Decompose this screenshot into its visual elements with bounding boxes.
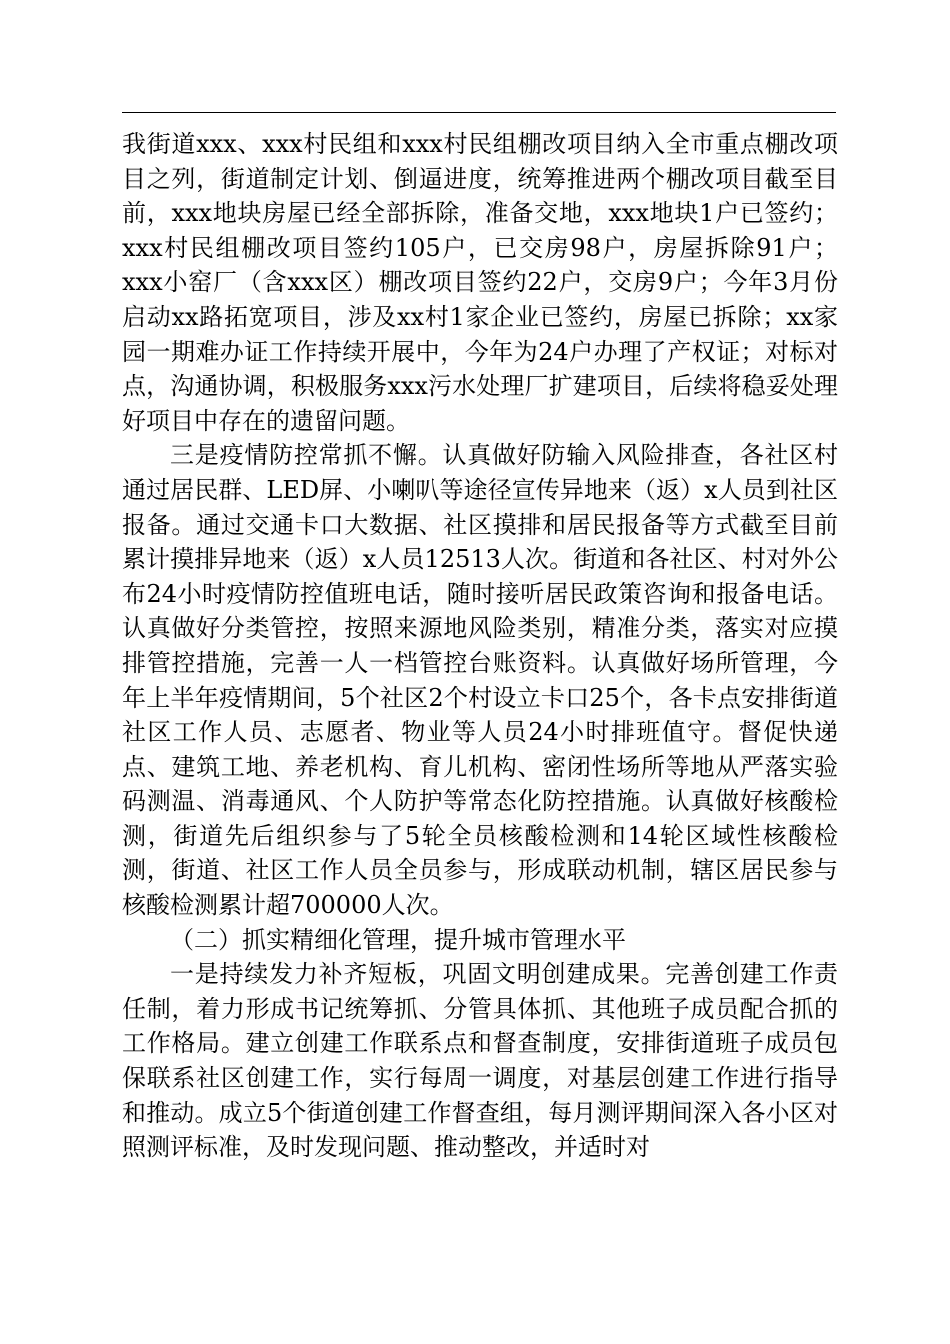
paragraph-civilization-creation: 一是持续发力补齐短板，巩固文明创建成果。完善创建工作责任制，着力形成书记统筹抓、分管具体抓、其他班子成员配合抓的工作格局。建立创建工作联系点和督查制度，安排街道班子成员包保联系社区创建工作，实行每周一调度，对基层创建工作进行指导和推动。成立5个街道创建工作督查组，每月测评期间深入各小区对照测评标准，及时发现问题、推动整改，并适时对 (122, 960, 838, 1162)
paragraph-epidemic-control: 三是疫情防控常抓不懈。认真做好防输入风险排查，各社区村通过居民群、LED屏、小喇叭等途径宣传异地来（返）x人员到社区报备。通过交通卡口大数据、社区摸排和居民报备等方式截至目前累计摸排异地来（返）x人员12513人次。街道和各社区、村对外公布24小时疫情防控值班电话，随时接听居民政策咨询和报备电话。认真做好分类管控，按照来源地风险类别，精准分类，落实对应摸排管控措施，完善一人一档管控台账资料。认真做好场所管理，今年上半年疫情期间，5个社区2个村设立卡口25个，各卡点安排街道社区工作人员、志愿者、物业等人员24小时排班值守。督促快递点、建筑工地、养老机构、育儿机构、密闭性场所等地从严落实验码测温、消毒通风、个人防护等常态化防控措施。认真做好核酸检测，街道先后组织参与了5轮全员核酸检测和14轮区域性核酸检测，街道、社区工作人员全员参与，形成联动机制，辖区居民参与核酸检测累计超700000人次。 (122, 441, 838, 920)
section-heading-city-management: （二）抓实精细化管理，提升城市管理水平 (170, 925, 626, 954)
paragraph-housing-projects: 我街道xxx、xxx村民组和xxx村民组棚改项目纳入全市重点棚改项目之列，街道制定计划、倒逼进度，统筹推进两个棚改项目截至目前，xxx地块房屋已经全部拆除，准备交地，xxx地块1户已签约；xxx村民组棚改项目签约105户，已交房98户，房屋拆除91户；xxx小窑厂（含xxx区）棚改项目签约22户，交房9户；今年3月份启动xx路拓宽项目，涉及xx村1家企业已签约，房屋已拆除；xx家园一期难办证工作持续开展中，今年为24户办理了产权证；对标对点，沟通协调，积极服务xxx污水处理厂扩建项目，后续将稳妥处理好项目中存在的遗留问题。 (122, 130, 838, 435)
document-body (122, 127, 838, 1165)
header-rule (122, 112, 836, 113)
